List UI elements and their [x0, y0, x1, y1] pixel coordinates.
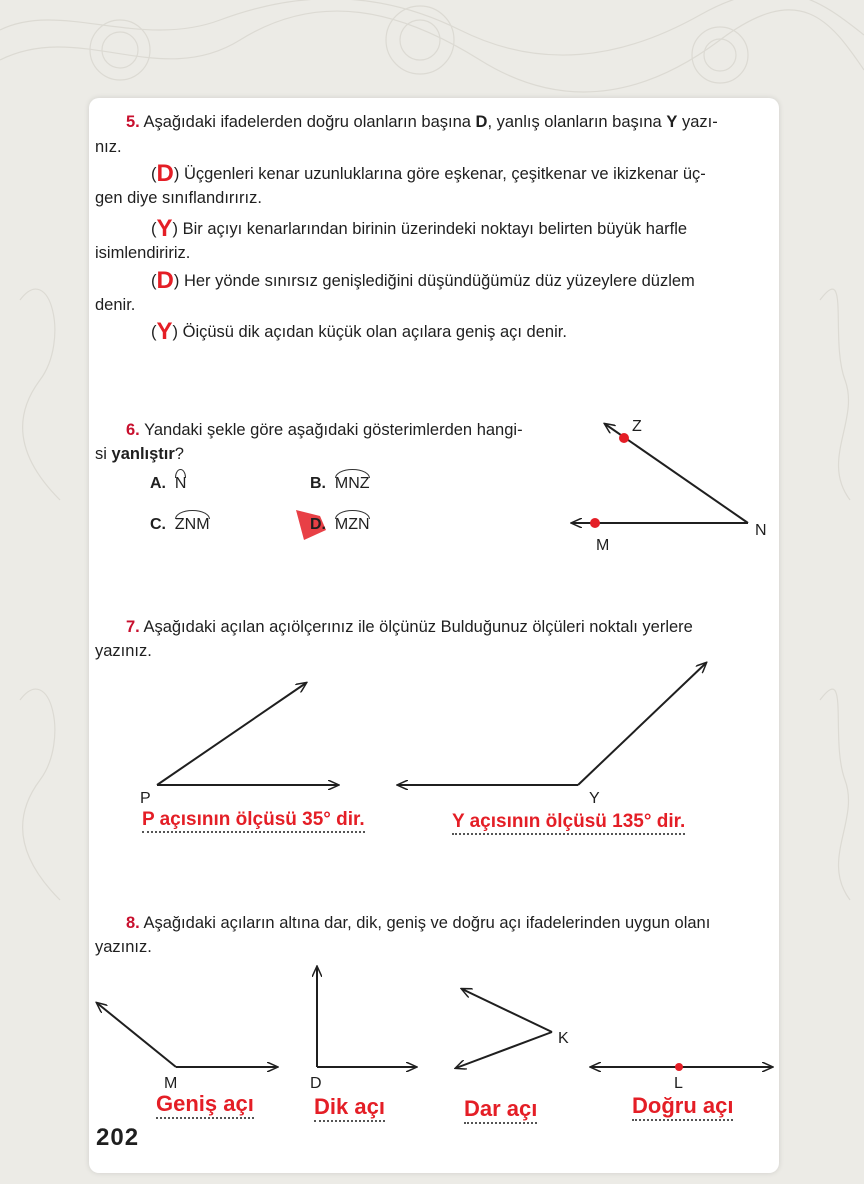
- q8-answer-k[interactable]: Dar açı: [464, 1096, 537, 1124]
- q5-answer-3[interactable]: D: [156, 267, 174, 294]
- q5-item-3: (D) Her yönde sınırsız genişlediğini düşündüğümüz düz yüzeylere düzlem: [151, 267, 695, 294]
- q8-number: 8.: [126, 914, 140, 932]
- q5-item-2-cont: isimlendiririz.: [95, 244, 191, 262]
- q6-option-d[interactable]: D. MZN: [310, 516, 370, 534]
- q5-answer-2[interactable]: Y: [156, 215, 173, 242]
- page-number: 202: [96, 1124, 140, 1151]
- label-y: Y: [589, 790, 600, 807]
- q6-number: 6.: [126, 421, 140, 439]
- q7-prompt: 7. Aşağıdaki açılan açıölçerınız ile ölçünüz Bulduğunuz ölçüleri noktalı yerlere: [126, 618, 693, 636]
- label-m: M: [596, 537, 610, 554]
- q7-answer-y[interactable]: Y açısının ölçüsü 135° dir.: [452, 811, 685, 835]
- q5-answer-4[interactable]: Y: [156, 318, 173, 345]
- q5-item-2: (Y) Bir açıyı kenarlarından birinin üzerindeki noktayı belirten büyük harfle: [151, 215, 688, 242]
- q6-prompt-cont: si yanlıştır?: [95, 445, 184, 463]
- label-n: N: [755, 522, 767, 539]
- q5-number: 5.: [126, 113, 140, 131]
- label-d-8: D: [310, 1075, 322, 1092]
- q7-number: 7.: [126, 618, 140, 636]
- q8-prompt-cont: yazınız.: [95, 938, 152, 956]
- label-k-8: K: [558, 1030, 569, 1047]
- q6-option-c[interactable]: C. ZNM: [150, 516, 210, 533]
- q8-answer-d[interactable]: Dik açı: [314, 1094, 385, 1122]
- angle-k-ray-1: [462, 989, 552, 1032]
- q7-answer-p[interactable]: P açısının ölçüsü 35° dir.: [142, 809, 365, 833]
- label-p: P: [140, 790, 151, 807]
- q5-item-4: (Y) Öiçüsü dik açıdan küçük olan açılara geniş açı denir.: [151, 318, 567, 345]
- angle-k-ray-2: [456, 1032, 552, 1068]
- q5-item-3-cont: denir.: [95, 296, 136, 314]
- label-l-8: L: [674, 1075, 683, 1092]
- q5-answer-1[interactable]: D: [156, 160, 174, 187]
- q5-item-1-cont: gen diye sınıflandırırız.: [95, 189, 262, 207]
- q6-option-b[interactable]: B. MNZ: [310, 475, 370, 492]
- q5-prompt-cont: nız.: [95, 138, 122, 156]
- q6-prompt: 6. Yandaki şekle göre aşağıdaki gösterimlerden hangi-: [126, 421, 523, 439]
- q5-item-1: (D) Üçgenleri kenar uzunluklarına göre eşkenar, çeşitkenar ve ikizkenar üç-: [151, 160, 706, 187]
- q7-prompt-cont: yazınız.: [95, 642, 152, 660]
- q8-answer-m[interactable]: Geniş açı: [156, 1091, 254, 1119]
- q5-prompt: 5. Aşağıdaki ifadelerden doğru olanların başına D, yanlış olanların başına Y yazı-: [126, 113, 718, 131]
- label-z: Z: [632, 418, 642, 435]
- q8-prompt: 8. Aşağıdaki açıların altına dar, dik, geniş ve doğru açı ifadelerinden uygun olanı: [126, 914, 711, 932]
- label-m-8: M: [164, 1075, 178, 1092]
- angle-m-ray-2: [97, 1003, 176, 1067]
- q6-option-a[interactable]: A. N: [150, 475, 187, 492]
- q8-answer-l[interactable]: Doğru açı: [632, 1093, 733, 1121]
- point-l: [675, 1063, 683, 1071]
